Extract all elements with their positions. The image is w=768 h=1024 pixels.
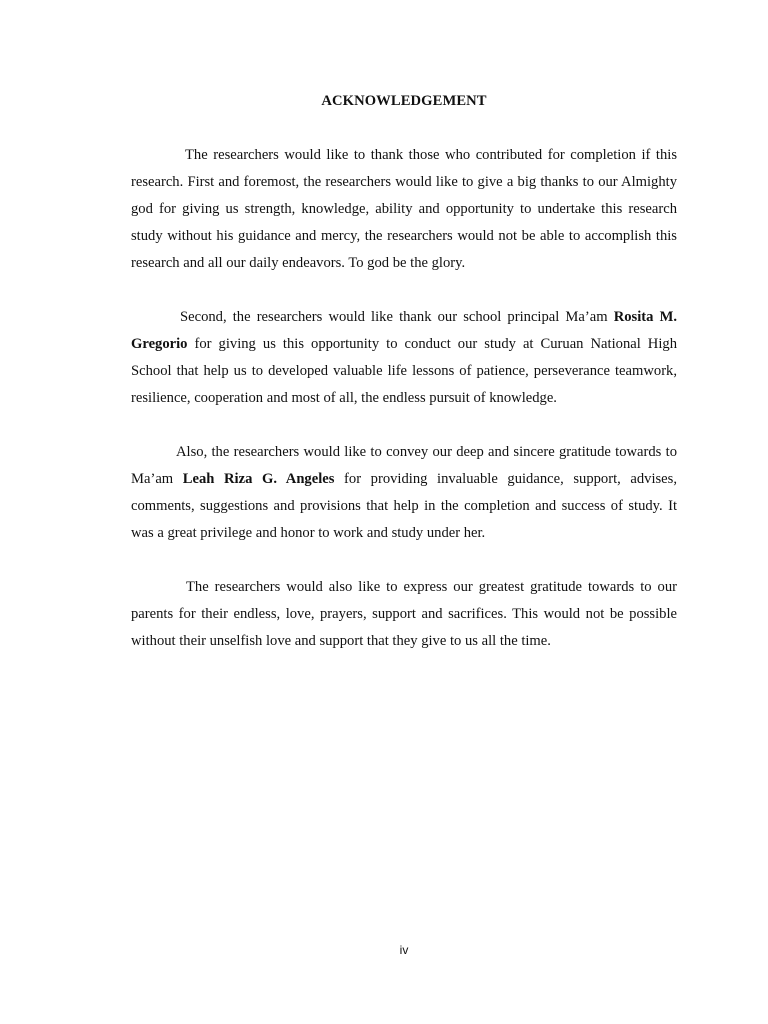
paragraph-thanks-parents: The researchers would also like to express our greatest gratitude towards to our parents for their endless, love, prayers, support and sacrifices. This would not be possible without their unselfish love and support that they give to us all the time. <box>131 579 677 649</box>
paragraph-thanks-principal <box>131 304 677 412</box>
paragraph-text: Second, the researchers would like thank our school principal Ma’am <box>180 309 614 325</box>
document-body <box>131 142 677 682</box>
adviser-name: Leah Riza G. Angeles <box>182 471 335 487</box>
paragraph-text: for providing invaluable guidance, support, advises, comments, suggestions and provisions that help in the completion and success of study. It was a great privilege and honor to work and study under her. <box>131 471 677 541</box>
principal-name: Rosita M. Gregorio <box>131 309 677 352</box>
paragraph-thanks-god: The researchers would like to thank those who contributed for completion if this research. First and foremost, the researchers would like to give a big thanks to our Almighty god for giving us strength, knowledge, ability and opportunity to undertake this research study without his guidance and mercy, the researchers would not be able to accomplish this research and all our daily endeavors. To god be the glory. <box>131 147 677 271</box>
paragraph-thanks-adviser <box>131 439 677 547</box>
page-number: iv <box>399 943 409 957</box>
page-title: ACKNOWLEDGEMENT <box>321 93 487 109</box>
paragraph-text: Also, the researchers would like to convey our deep and sincere gratitude towards to Ma’am <box>131 444 677 487</box>
paragraph-text: for giving us this opportunity to conduct our study at Curuan National High School that help us to developed valuable life lessons of patience, perseverance teamwork, resilience, cooperation and most of all, the endless pursuit of knowledge. <box>131 336 677 406</box>
